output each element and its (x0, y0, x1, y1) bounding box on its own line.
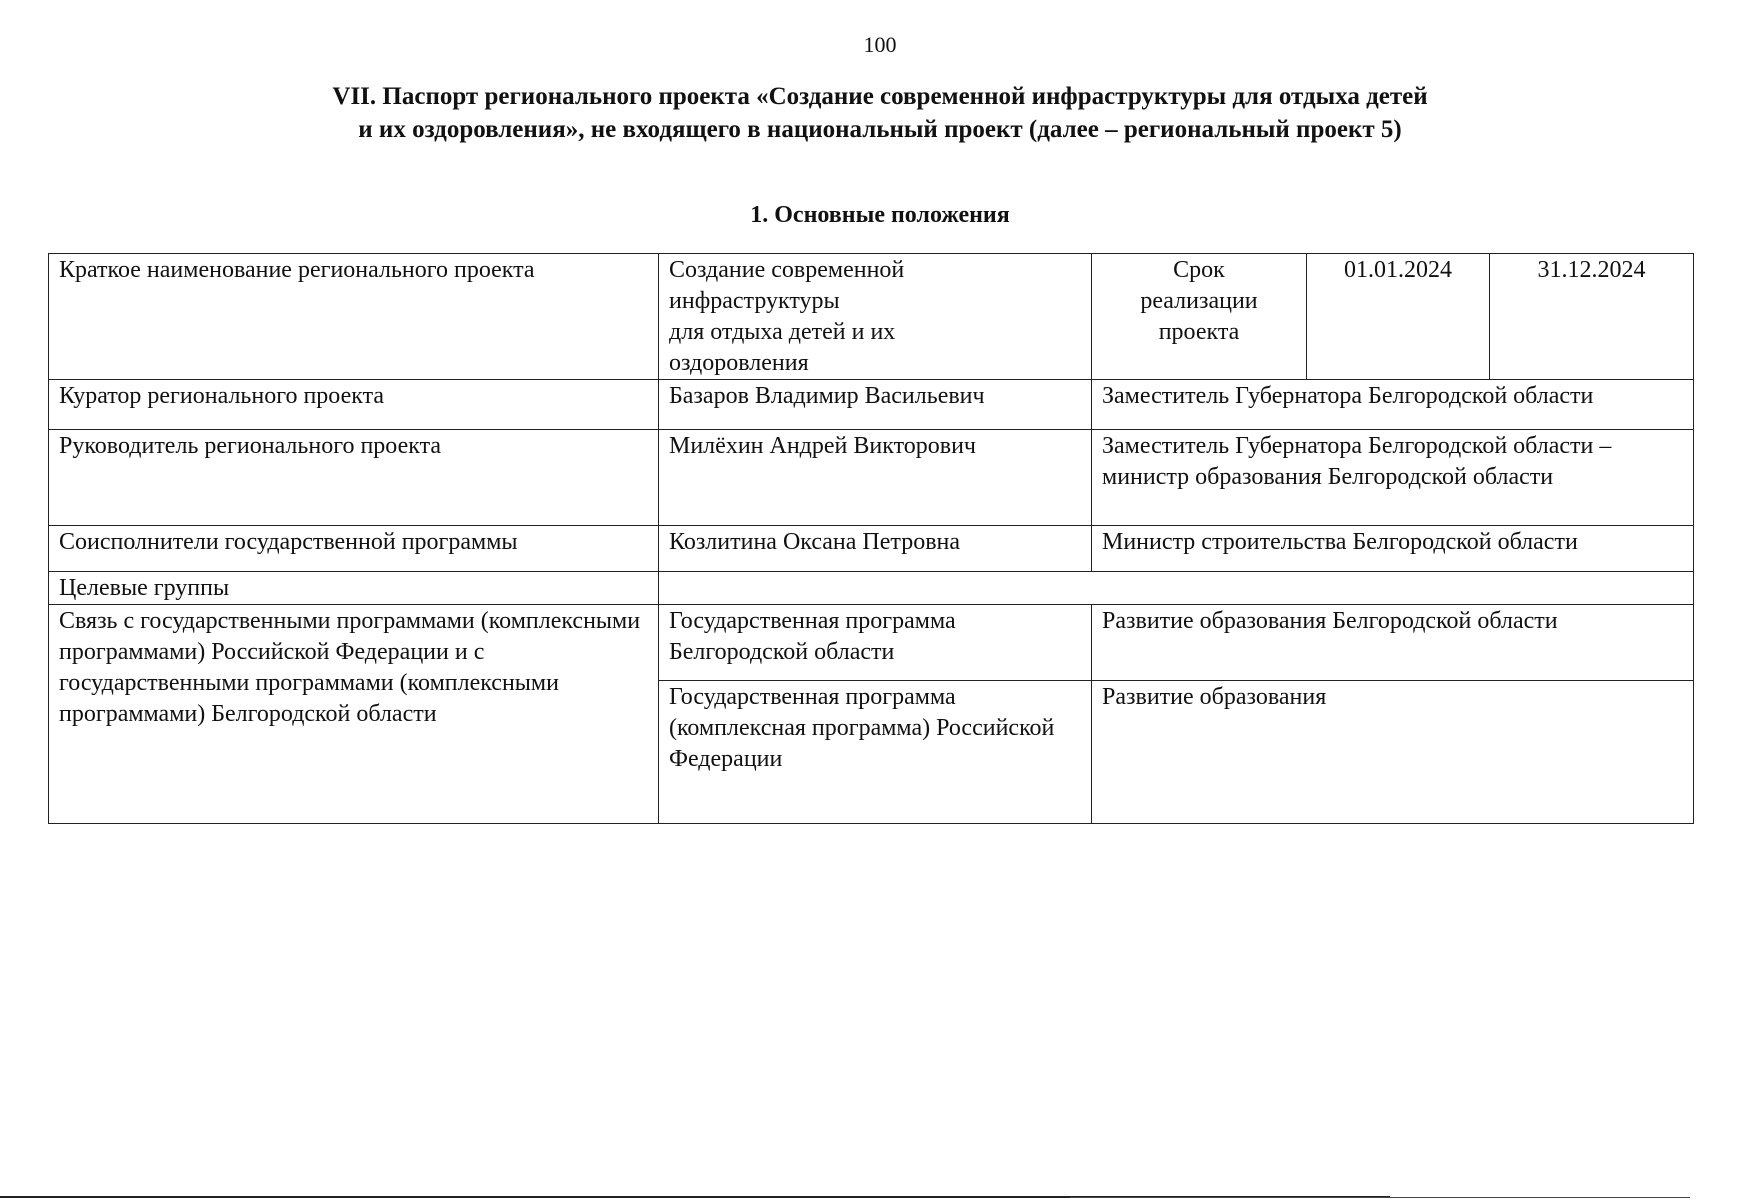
project-passport-table (48, 253, 1694, 824)
head-name: Милёхин Андрей Викторович (659, 430, 1092, 526)
document-title-line-2: и их оздоровления», не входящего в национальный проект (далее – региональный проект 5) (358, 116, 1402, 143)
co-executors-position: Министр строительства Белгородской области (1092, 526, 1694, 572)
links-program-name-2: Развитие образования (1092, 681, 1694, 824)
short-name-value: Создание современной инфраструктуры для отдыха детей и их оздоровления (659, 254, 1092, 380)
links-program-type-1: Государственная программа Белгородской области (659, 605, 1092, 681)
end-date: 31.12.2024 (1490, 254, 1694, 380)
target-groups-label: Целевые группы (49, 572, 659, 605)
page-bottom-rule-right (1070, 1197, 1690, 1198)
table-row-head (49, 430, 1694, 526)
table-row-curator (49, 380, 1694, 430)
table-row-short-name (49, 254, 1694, 380)
table-row-co-executors (49, 526, 1694, 572)
curator-name: Базаров Владимир Васильевич (659, 380, 1092, 430)
co-executors-name: Козлитина Оксана Петровна (659, 526, 1092, 572)
start-date: 01.01.2024 (1307, 254, 1490, 380)
document-title (160, 80, 1600, 146)
co-executors-label: Соисполнители государственной программы (49, 526, 659, 572)
head-position: Заместитель Губернатора Белгородской области – министр образования Белгородской области (1092, 430, 1694, 526)
links-program-type-2: Государственная программа (комплексная программа) Российской Федерации (659, 681, 1092, 824)
table-row-target-groups (49, 572, 1694, 605)
table-row-links-1 (49, 605, 1694, 681)
curator-label: Куратор регионального проекта (49, 380, 659, 430)
page-number: 100 (863, 32, 897, 57)
section-heading: 1. Основные положения (750, 202, 1010, 228)
head-label: Руководитель регионального проекта (49, 430, 659, 526)
short-name-label: Краткое наименование регионального проекта (49, 254, 659, 380)
target-groups-value (659, 572, 1694, 605)
links-label: Связь с государственными программами (комплексными программами) Российской Федерации и с государственными программами (комплексными программами) Белгородской области (49, 605, 659, 824)
curator-position: Заместитель Губернатора Белгородской области (1092, 380, 1694, 430)
links-program-name-1: Развитие образования Белгородской области (1092, 605, 1694, 681)
document-title-line-1: VII. Паспорт регионального проекта «Создание современной инфраструктуры для отдыха детей (332, 83, 1428, 110)
term-label: Срок реализации проекта (1092, 254, 1307, 380)
